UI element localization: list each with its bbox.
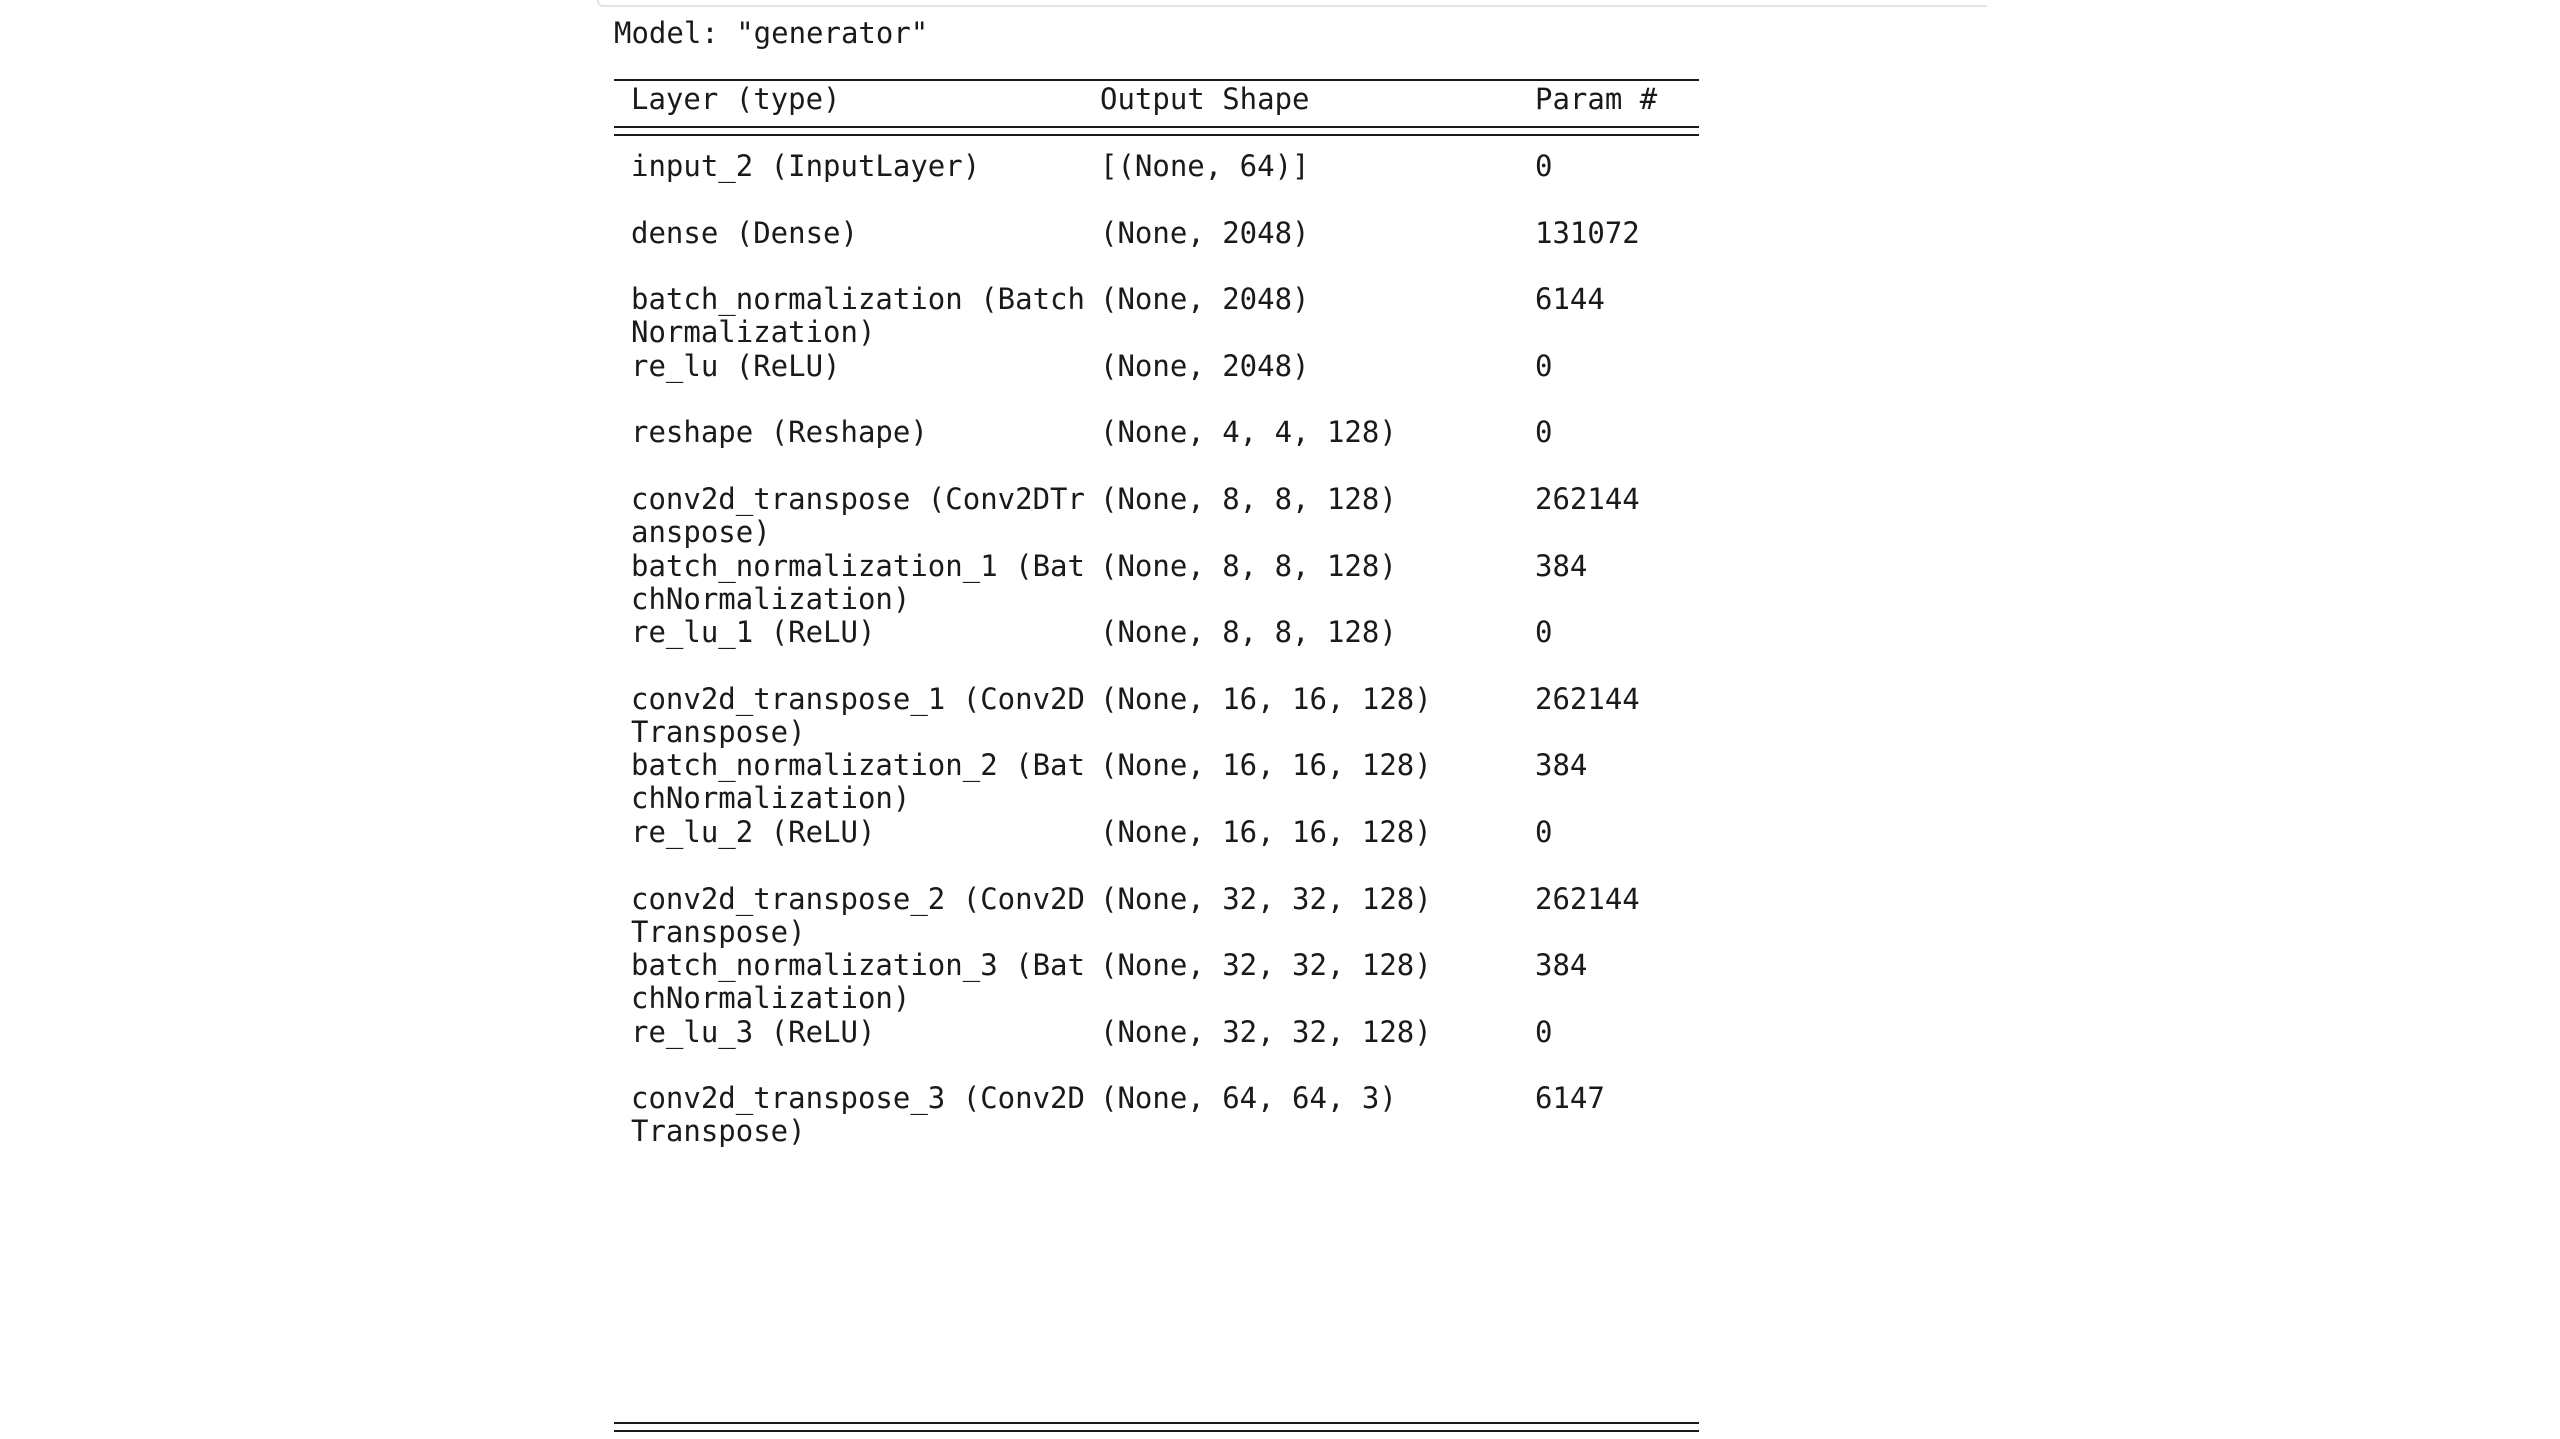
table-row <box>0 283 2560 353</box>
layer-name-cell: re_lu_1 (ReLU) <box>631 615 876 650</box>
output-shape-cell: [(None, 64)] <box>1100 149 1310 183</box>
layer-name-cell: batch_normalization_2 (Bat chNormalization) <box>631 748 1085 816</box>
layer-name-cell: re_lu (ReLU) <box>631 348 841 383</box>
output-shape-cell: (None, 8, 8, 128) <box>1100 548 1397 583</box>
table-bottom-rule <box>614 1420 1699 1434</box>
layer-name-cell: conv2d_transpose_2 (Conv2D Transpose) <box>631 881 1085 949</box>
layer-name-cell: batch_normalization_1 (Bat chNormalization) <box>631 548 1085 616</box>
output-shape-cell: (None, 16, 16, 128) <box>1100 748 1432 783</box>
layer-name-cell: reshape (Reshape) <box>631 415 928 450</box>
header-param-count: Param # <box>1535 82 1658 116</box>
output-shape-cell: (None, 2048) <box>1100 282 1310 317</box>
output-shape-cell: (None, 64, 64, 3) <box>1100 1081 1397 1116</box>
param-count-cell: 262144 <box>1535 681 1640 716</box>
table-row <box>0 883 2560 953</box>
param-count-cell: 6147 <box>1535 1081 1605 1116</box>
param-count-cell: 0 <box>1535 415 1553 450</box>
table-row <box>0 949 2560 1019</box>
table-row <box>0 616 2560 686</box>
param-count-cell: 0 <box>1535 149 1553 183</box>
table-row <box>0 416 2560 486</box>
layer-name-cell: batch_normalization (Batch Normalization) <box>631 282 1085 350</box>
output-shape-cell: (None, 8, 8, 128) <box>1100 615 1397 650</box>
layer-name-cell: dense (Dense) <box>631 215 858 250</box>
table-row <box>0 550 2560 620</box>
param-count-cell: 384 <box>1535 748 1588 783</box>
layer-name-cell: re_lu_2 (ReLU) <box>631 815 876 849</box>
table-row <box>0 483 2560 553</box>
table-top-rule <box>614 79 1699 81</box>
output-shape-cell: (None, 32, 32, 128) <box>1100 881 1432 916</box>
layer-name-cell: input_2 (InputLayer) <box>631 149 981 183</box>
table-row <box>0 350 2560 420</box>
param-count-cell: 384 <box>1535 948 1588 983</box>
layer-name-cell: batch_normalization_3 (Bat chNormalization) <box>631 948 1085 1016</box>
header-separator-rule <box>614 124 1699 138</box>
param-count-cell: 0 <box>1535 815 1553 849</box>
param-count-cell: 0 <box>1535 1014 1553 1049</box>
model-title: Model: "generator" <box>614 16 929 50</box>
output-shape-cell: (None, 2048) <box>1100 348 1310 383</box>
output-shape-cell: (None, 2048) <box>1100 215 1310 250</box>
param-count-cell: 384 <box>1535 548 1588 583</box>
param-count-cell: 262144 <box>1535 881 1640 916</box>
table-row <box>0 1016 2560 1086</box>
cell-top-border <box>597 0 1987 7</box>
table-row <box>0 1082 2560 1152</box>
output-shape-cell: (None, 4, 4, 128) <box>1100 415 1397 450</box>
layer-name-cell: re_lu_3 (ReLU) <box>631 1014 876 1049</box>
table-row <box>0 150 2560 220</box>
output-shape-cell: (None, 16, 16, 128) <box>1100 681 1432 716</box>
header-output-shape: Output Shape <box>1100 82 1310 116</box>
table-row <box>0 217 2560 287</box>
param-count-cell: 6144 <box>1535 282 1605 317</box>
layer-name-cell: conv2d_transpose_3 (Conv2D Transpose) <box>631 1081 1085 1149</box>
output-shape-cell: (None, 32, 32, 128) <box>1100 1014 1432 1049</box>
param-count-cell: 0 <box>1535 615 1553 650</box>
table-row <box>0 683 2560 753</box>
header-layer-type: Layer (type) <box>631 82 841 116</box>
param-count-cell: 262144 <box>1535 482 1640 516</box>
table-row <box>0 749 2560 819</box>
param-count-cell: 0 <box>1535 348 1553 383</box>
layer-name-cell: conv2d_transpose (Conv2DTr anspose) <box>631 482 1085 549</box>
output-shape-cell: (None, 8, 8, 128) <box>1100 482 1397 516</box>
table-row <box>0 816 2560 886</box>
table-header <box>0 83 2560 153</box>
param-count-cell: 131072 <box>1535 215 1640 250</box>
output-shape-cell: (None, 16, 16, 128) <box>1100 815 1432 849</box>
layer-name-cell: conv2d_transpose_1 (Conv2D Transpose) <box>631 681 1085 749</box>
output-shape-cell: (None, 32, 32, 128) <box>1100 948 1432 983</box>
